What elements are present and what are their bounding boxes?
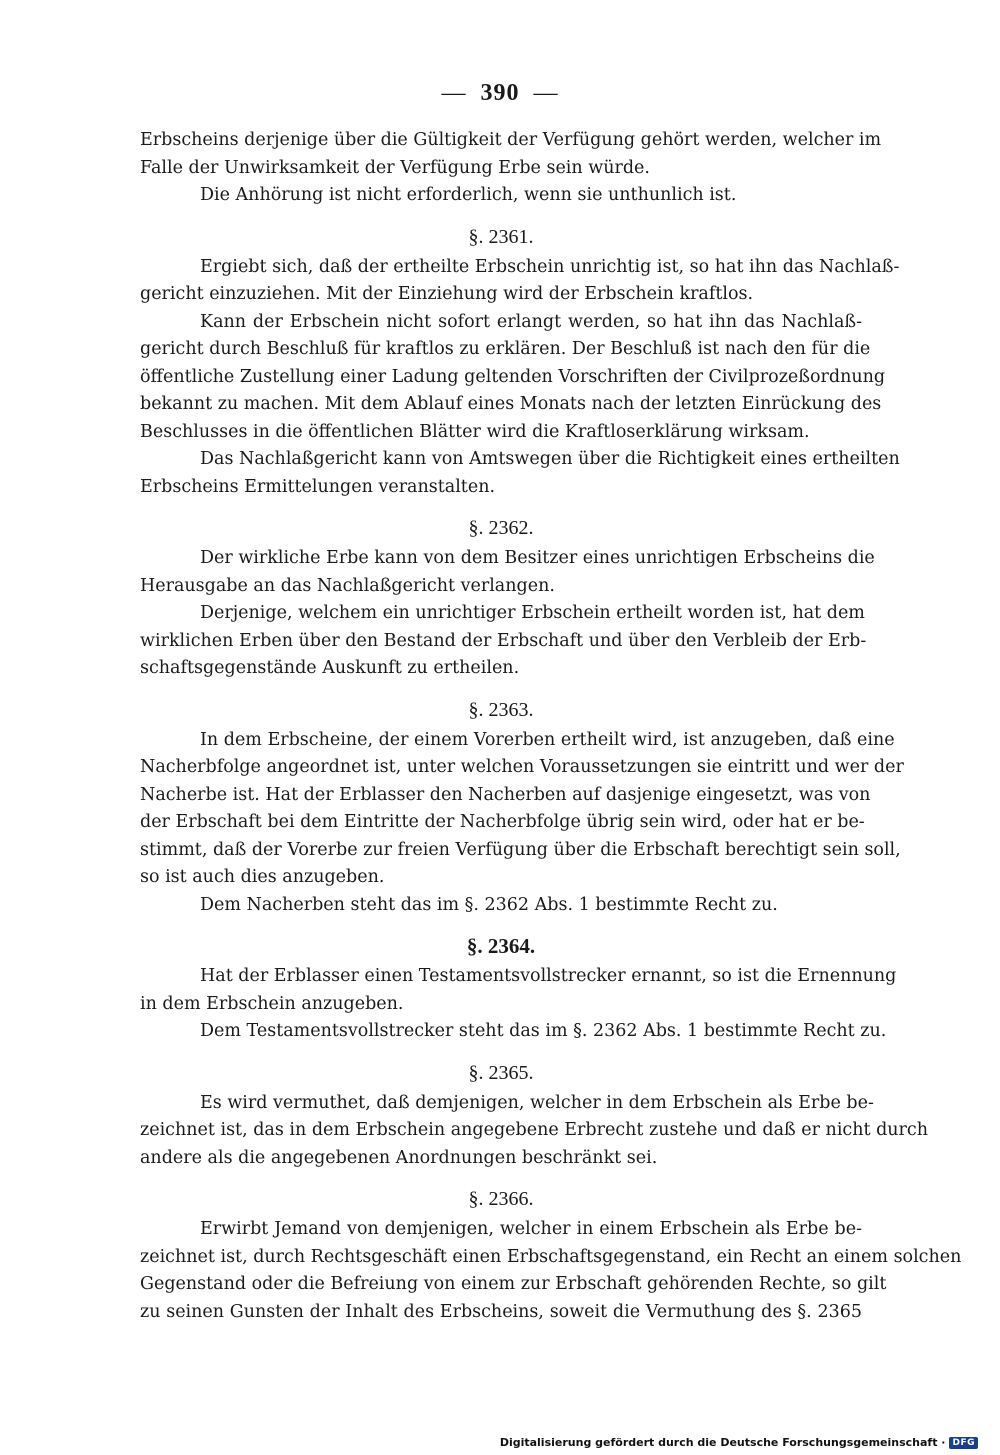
text-line: Nacherbfolge angeordnet ist, unter welchen Voraussetzungen sie eintritt und wer der [140,757,904,777]
text-line: der Erbschaft bei dem Eintritte der Nacherbfolge übrig sein wird, oder hat er be- [140,812,865,832]
dfg-logo: DFG [949,1437,978,1449]
text-line: gericht durch Beschluß für kraftlos zu erklären. Der Beschluß ist nach den für die [140,339,871,359]
text-line: schaftsgegenstände Auskunft zu ertheilen. [140,658,520,678]
text-line: In dem Erbscheine, der einem Vorerben ertheilt wird, ist anzugeben, daß eine [200,729,895,750]
text-line: Hat der Erblasser einen Testamentsvollstrecker ernannt, so ist die Ernennung [200,966,897,986]
section-heading: §. 2361. [468,225,534,248]
text-line: Kann der Erbschein nicht sofort erlangt werden, so hat ihn das Nachlaß- [200,311,862,332]
text-line: andere als die angegebenen Anordnungen beschränkt sei. [140,1147,658,1168]
text-line: Derjenige, welchem ein unrichtiger Erbschein ertheilt worden ist, hat dem [200,603,865,623]
text-line: Nacherbe ist. Hat der Erblasser den Nacherben auf dasjenige eingesetzt, was von [140,784,871,805]
text-line: stimmt, daß der Vorerbe zur freien Verfügung über die Erbschaft berechtigt sein soll, [140,839,901,860]
text-line: Erwirbt Jemand von demjenigen, welcher in einem Erbschein als Erbe be- [200,1219,862,1239]
page-header [0,80,1000,107]
text-line: Es wird vermuthet, daß demjenigen, welcher in dem Erbschein als Erbe be- [200,1092,874,1113]
page-number: 390 [480,80,520,106]
text-line: bekannt zu machen. Mit dem Ablauf eines Monats nach der letzten Einrückung des [140,394,882,414]
text-line: Herausgabe an das Nachlaßgericht verlangen. [140,575,555,596]
digitization-credit [500,1436,978,1449]
section-heading: §. 2362. [468,517,534,539]
text-line: Ergiebt sich, daß der ertheilte Erbschein unrichtig ist, so hat ihn das Nachlaß- [200,256,900,277]
text-line: wirklichen Erben über den Bestand der Erbschaft und über den Verbleib der Erb- [140,630,867,651]
text-line: Dem Testamentsvollstrecker steht das im §. 2362 Abs. 1 bestimmte Recht zu. [200,1021,887,1041]
text-line: gericht einzuziehen. Mit der Einziehung wird der Erbschein kraftlos. [140,284,754,304]
body-text [140,127,962,1326]
header-dash-left: — [441,80,467,106]
text-line: öffentliche Zustellung einer Ladung geltenden Vorschriften der Civilprozeßordnung [140,366,886,387]
header-dash-right: — [533,80,559,106]
text-line: so ist auch dies anzugeben. [140,867,385,887]
text-line: Erbscheins derjenige über die Gültigkeit der Verfügung gehört werden, welcher im [140,130,882,150]
text-line: Dem Nacherben steht das im §. 2362 Abs. 1 bestimmte Recht zu. [200,894,778,915]
section-heading: §. 2364. [466,934,536,958]
text-line: Beschlusses in die öffentlichen Blätter wird die Kraftloserklärung wirksam. [140,421,810,442]
text-line: in dem Erbschein anzugeben. [140,993,404,1014]
section-heading: §. 2363. [468,698,534,721]
text-line: zu seinen Gunsten der Inhalt des Erbscheins, soweit die Vermuthung des §. 2365 [140,1301,862,1322]
text-line: Die Anhörung ist nicht erforderlich, wenn sie unthunlich ist. [200,185,737,205]
text-line: Falle der Unwirksamkeit der Verfügung Erbe sein würde. [140,157,650,178]
text-line: zeichnet ist, durch Rechtsgeschäft einen Erbschaftsgegenstand, ein Recht an einem solchen [140,1246,962,1267]
text-line: Erbscheins Ermittelungen veranstalten. [140,476,496,497]
text-line: Gegenstand oder die Befreiung von einem zur Erbschaft gehörenden Rechte, so gilt [140,1274,887,1294]
section-heading: §. 2366. [468,1188,534,1210]
text-line: Der wirkliche Erbe kann von dem Besitzer eines unrichtigen Erbscheins die [200,548,875,568]
credit-text: Digitalisierung gefördert durch die Deutsche Forschungsgemeinschaft · [499,1436,946,1449]
text-line: zeichnet ist, das in dem Erbschein angegebene Erbrecht zustehe und daß er nicht durch [140,1120,928,1140]
section-heading: §. 2365. [468,1061,534,1084]
text-line: Das Nachlaßgericht kann von Amtswegen über die Richtigkeit eines ertheilten [200,449,900,469]
